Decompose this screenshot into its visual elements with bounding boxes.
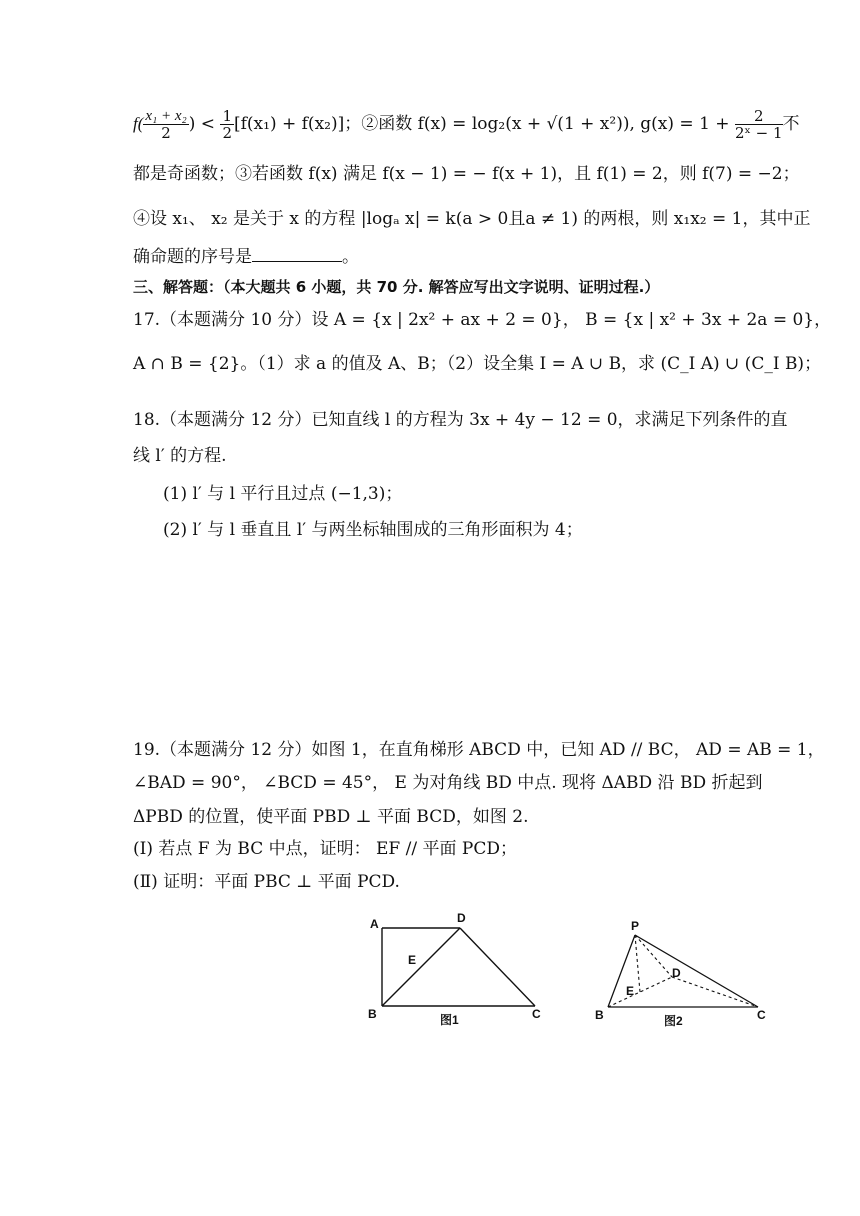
answer-blank[interactable] <box>252 243 342 262</box>
edge-PD <box>635 935 672 977</box>
q18-line-1: 18.（本题满分 12 分）已知直线 l 的方程为 3x + 4y − 12 = 0，求满足下列条件的直 <box>133 410 788 430</box>
q19-line-4: (Ⅰ) 若点 F 为 BC 中点，证明： EF // 平面 PCD； <box>133 839 517 859</box>
label-E: E <box>626 984 635 998</box>
edge-DC <box>460 928 535 1006</box>
diagonal-BD <box>382 928 460 1006</box>
q18-line-2: 线 l′ 的方程. <box>133 446 227 466</box>
q17-line-1: 17.（本题满分 10 分）设 A = {x | 2x² + ax + 2 = 0}， B = {x | x² + 3x + 2a = 0}， <box>133 310 832 330</box>
edge-PE <box>635 935 640 992</box>
q19-line-5: (Ⅱ) 证明：平面 PBC ⊥ 平面 PCD. <box>133 872 400 892</box>
fraction-g: $\frac{2}{\text{2ˣ − 1}}$ <box>734 107 783 142</box>
label-E: E <box>408 953 417 967</box>
l4-post: 。 <box>342 247 359 267</box>
q19-line-1: 19.（本题满分 12 分）如图 1，在直角梯形 ABCD 中，已知 AD // BC， AD = AB = 1， <box>133 740 825 760</box>
q17-line-2: A ∩ B = {2}。（1）求 a 的值及 A、B；（2）设全集 I = A ∪ B，求 (C_I A) ∪ (C_I B)； <box>133 354 822 374</box>
label-C: C <box>757 1008 766 1022</box>
q18-line-4: (2) l′ 与 l 垂直且 l′ 与两坐标轴围成的三角形面积为 4； <box>163 520 583 540</box>
label-A: A <box>370 917 379 931</box>
statement-line-4 <box>133 243 359 269</box>
q19-line-2: ∠BAD = 90°， ∠BCD = 45°， E 为对角线 BD 中点. 现将 ΔABD 沿 BD 折起到 <box>133 773 763 793</box>
statement-line-2: 都是奇函数；③若函数 f(x) 满足 f(x − 1) = − f(x + 1)，且 f(1) = 2，则 f(7) = −2； <box>133 164 800 184</box>
figure-2-tetrahedron <box>590 915 780 1035</box>
label-C: C <box>532 1007 541 1021</box>
l1-post: [f(x₁) + f(x₂)]；②函数 f(x) = log₂(x + √(1 + x²)), g(x) = 1 + <box>234 114 735 134</box>
caption-figure-1: 图1 <box>440 1013 459 1027</box>
q19-line-3: ΔPBD 的位置，使平面 PBD ⊥ 平面 BCD，如图 2. <box>133 807 529 827</box>
q18-line-3: (1) l′ 与 l 平行且过点 (−1,3)； <box>163 484 403 504</box>
caption-figure-2: 图2 <box>664 1014 683 1028</box>
section-heading: 三、解答题：（本大题共 6 小题，共 70 分. 解答应写出文字说明、证明过程.） <box>133 278 660 296</box>
statement-line-3: ④设 x₁、 x₂ 是关于 x 的方程 |logₐ x| = k(a > 0且a ≠ 1) 的两根，则 x₁x₂ = 1，其中正 <box>133 209 811 229</box>
fraction-x-avg: $\frac{\text{x₁ + x₂}}{2}$ <box>145 108 187 142</box>
label-D: D <box>672 966 681 980</box>
statement-line-1 <box>133 108 800 141</box>
label-B: B <box>368 1007 377 1021</box>
label-P: P <box>631 919 640 933</box>
figure-1-trapezoid <box>360 910 560 1035</box>
l4-pre: 确命题的序号是 <box>133 247 252 267</box>
label-B: B <box>595 1008 604 1022</box>
fraction-half: $\frac{1}{2}$ <box>222 107 232 142</box>
l1-tail: 不 <box>782 114 800 134</box>
l1-pre: f( <box>133 114 144 133</box>
l1-mid: ) < <box>188 114 221 134</box>
edge-PC <box>635 935 758 1007</box>
label-D: D <box>457 911 466 925</box>
